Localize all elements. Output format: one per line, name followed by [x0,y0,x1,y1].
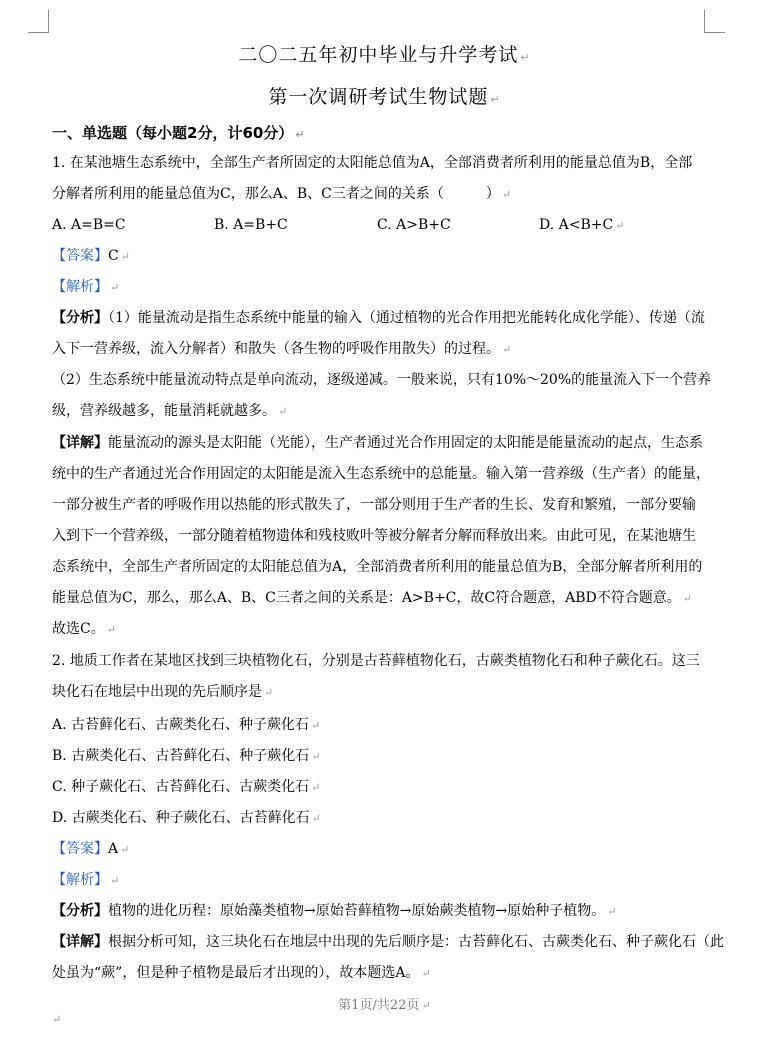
question-1-option-d: D. A<B+C ↵ [539,217,625,233]
question-1-option-a: A. A=B=C [52,217,126,233]
question-2-stem: 2. 地质工作者在某地区找到三块植物化石，分别是古苔藓植物化石，古蕨类植物化石和种子蕨化石。这三 块化石在地层中出现的先后顺序是 ↵ [52,653,700,700]
page-footer: 第1页/共22页 ↵ [338,998,431,1013]
question-2-detail: 【详解】根据分析可知，这三块化石在地层中出现的先后顺序是：古苔藓化石、古蕨类化石、种子蕨化石（此 处虽为“蕨”，但是种子植物是最后才出现的），故本题选A。 ↵ [52,934,724,981]
question-1-answer: 【答案】C ↵ [52,248,130,264]
question-1-analysis-label: 【解析】 ↵ [52,279,120,295]
question-2-options [52,710,712,834]
question-2-analysis: 【分析】植物的进化历程：原始藻类植物→原始苔藓植物→原始蕨类植物→原始种子植物。 ↵ [52,903,617,919]
question-2-option-b: B. 古蕨类化石、古苔藓化石、种子蕨化石 ↵ [52,748,321,764]
paragraph-mark: ↵ [520,51,531,64]
question-2-answer: 【答案】A ↵ [52,841,130,857]
corner-mark-top-left [28,10,49,33]
question-1-option-c: C. A>B+C [377,217,451,233]
paragraph-mark: ↵ [52,1013,62,1026]
question-1-stem: 1. 在某池塘生态系统中，全部生产者所固定的太阳能总值为A，全部消费者所利用的能量总值为B，全部 分解者所利用的能量总值为C，那么A、B、C三者之间的关系（ ） ↵ [52,155,693,202]
question-2-analysis-label: 【解析】 ↵ [52,872,120,888]
question-1-detail: 【详解】能量流动的源头是太阳能（光能），生产者通过光合作用固定的太阳能是能量流动的起点，生态系 统中的生产者通过光合作用固定的太阳能是流入生态系统中的总能量。输入第一营养级（生产者）的能量， 一部分被生产者的呼吸作用以热能的形式散失了，一部分则用于生产者的生长、发育和繁殖，一部分要输 入到下一个营养级，一部分随着植物遗体和残枝败叶等被分解者分解而释放出来。由此可见，在某池塘生 态系统中，全部生产者所固定的太阳能总值为A，全部消费者所利用的能量总值为B，全部分解者所利用的 能量总值为C，那么，那么A、B、C三者之间的关系是：A>B+C，故C符合题意，ABD不符合题意。 ↵ 故选C。 ↵ [52,435,710,637]
question-1-analysis: 【分析】（1）能量流动是指生态系统中能量的输入（通过植物的光合作用把光能转化成化学能）、传递（流 入下一营养级，流入分解者）和散失（各生物的呼吸作用散失）的过程。 ↵ （2）生态系统中能量流动特点是单向流动，逐级递减。一般来说，只有10%～20%的能量流入下一个营养 级，营养级越多，能量消耗就越多。 ↵ [52,310,712,419]
corner-mark-top-right [704,10,725,33]
document-subtitle: 第一次调研考试生物试题 ↵ [268,86,501,108]
question-2-option-c: C. 种子蕨化石、古苔藓化石、古蕨类化石 ↵ [52,779,321,795]
question-1-option-b: B. A=B+C [214,217,288,233]
question-2-option-d: D. 古蕨类化石、种子蕨化石、古苔藓化石 ↵ [52,810,321,826]
question-2-option-a: A. 古苔藓化石、古蕨类化石、种子蕨化石 ↵ [52,717,321,733]
section-heading: 一、单选题（每小题2分，计60分） ↵ [52,124,305,142]
paragraph-mark: ↵ [295,128,305,141]
paragraph-mark: ↵ [490,93,501,106]
document-title: 二〇二五年初中毕业与升学考试 ↵ [238,44,531,66]
